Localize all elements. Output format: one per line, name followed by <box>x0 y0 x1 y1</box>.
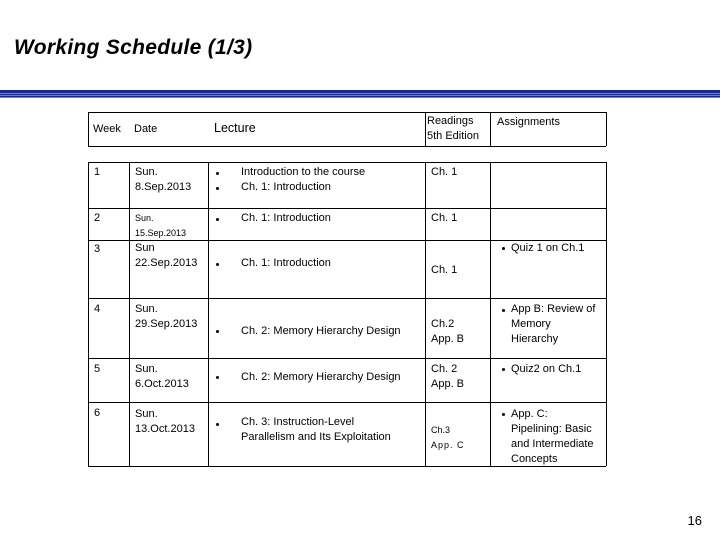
table-row-6-lecture-2: Parallelism and Its Exploitation <box>241 431 391 443</box>
table-row-1-week: 1 <box>94 166 101 178</box>
row-4-top <box>88 298 606 299</box>
table-row-5-readings-line2: App. B <box>431 378 465 390</box>
bullet-icon <box>216 376 219 379</box>
col-line-1 <box>129 162 130 466</box>
header-assignments: Assignments <box>497 116 560 128</box>
table-row-5-lecture-1: Ch. 2: Memory Hierarchy Design <box>241 371 401 383</box>
table-row-2-readings: Ch. 1 <box>431 212 458 224</box>
table-row-3-date-line2: 22.Sep.2013 <box>135 257 198 269</box>
slide-title: Working Schedule (1/3) <box>14 36 253 59</box>
title-underline-top <box>0 90 720 93</box>
header-lecture: Lecture <box>214 121 256 135</box>
table-row-2-date-line1: Sun. <box>135 213 154 223</box>
table-row-2-week: 2 <box>94 212 101 224</box>
header-date: Date <box>134 123 158 135</box>
bullet-icon <box>216 172 219 175</box>
col-line-4 <box>490 162 491 466</box>
table-row-6-assignment-2: Pipelining: Basic <box>511 423 592 435</box>
header-top-left <box>88 112 425 113</box>
table-row-4-week: 4 <box>94 303 101 315</box>
bullet-icon <box>216 263 219 266</box>
table-row-6-assignment-4: Concepts <box>511 453 558 465</box>
bullet-icon <box>502 368 505 371</box>
page-number: 16 <box>687 513 702 528</box>
table-row-3-assignment-1: Quiz 1 on Ch.1 <box>511 242 585 254</box>
header-readings-line2: 5th Edition <box>427 130 479 142</box>
table-row-2-lecture-1: Ch. 1: Introduction <box>241 212 331 224</box>
bullet-icon <box>216 330 219 333</box>
table-row-6-lecture-1: Ch. 3: Instruction-Level <box>241 416 355 428</box>
bullet-icon <box>216 423 219 426</box>
col-line-3 <box>425 162 426 466</box>
table-row-4-assignment-1: App B: Review of <box>511 303 596 315</box>
bullet-icon <box>502 309 505 312</box>
table-row-1-readings: Ch. 1 <box>431 166 458 178</box>
header-bottom <box>88 146 606 147</box>
table-row-1-date-line1: Sun. <box>135 166 158 178</box>
row-6-top <box>88 402 606 403</box>
header-top-right <box>425 112 606 113</box>
table-row-3-readings: Ch. 1 <box>431 264 458 276</box>
header-read-edge <box>490 112 491 146</box>
header-mid-edge <box>425 112 426 146</box>
bullet-icon <box>502 247 505 250</box>
table-row-2-date-line2: 15.Sep.2013 <box>135 228 187 238</box>
table-row-1-lecture-2: Ch. 1: Introduction <box>241 181 331 193</box>
header-readings-line1: Readings <box>427 115 474 127</box>
table-row-4-lecture-1: Ch. 2: Memory Hierarchy Design <box>241 325 401 337</box>
table-row-5-week: 5 <box>94 363 101 375</box>
table-row-3-week: 3 <box>94 243 101 255</box>
table-row-1-date-line2: 8.Sep.2013 <box>135 181 192 193</box>
table-row-4-assignment-3: Hierarchy <box>511 333 559 345</box>
col-line-2 <box>208 162 209 466</box>
table-row-4-assignment-2: Memory <box>511 318 551 330</box>
col-line-5 <box>606 162 607 466</box>
row-1-top <box>88 162 606 163</box>
table-row-6-assignment-3: and Intermediate <box>511 438 594 450</box>
table-row-6-date-line1: Sun. <box>135 408 158 420</box>
bullet-icon <box>216 218 219 221</box>
table-row-1-lecture-1: Introduction to the course <box>241 166 366 178</box>
bullet-icon <box>216 187 219 190</box>
table-row-4-readings-line1: Ch.2 <box>431 318 455 330</box>
table-row-3-date-line1: Sun <box>135 242 155 254</box>
table-row-3-lecture-1: Ch. 1: Introduction <box>241 257 331 269</box>
table-row-5-readings-line1: Ch. 2 <box>431 363 458 375</box>
col-line-0 <box>88 162 89 466</box>
table-row-4-date-line1: Sun. <box>135 303 158 315</box>
table-row-5-date-line2: 6.Oct.2013 <box>135 378 189 390</box>
table-row-5-assignment-1: Quiz2 on Ch.1 <box>511 363 582 375</box>
table-row-4-date-line2: 29.Sep.2013 <box>135 318 198 330</box>
table-row-6-date-line2: 13.Oct.2013 <box>135 423 195 435</box>
table-row-6-readings-line1: Ch.3 <box>431 425 451 435</box>
table-row-6-readings-line2: App. C <box>431 440 465 450</box>
header-left-edge <box>88 112 89 146</box>
bullet-icon <box>502 413 505 416</box>
row-2-top <box>88 208 606 209</box>
table-row-4-readings-line2: App. B <box>431 333 465 345</box>
header-week: Week <box>93 123 121 135</box>
row-5-top <box>88 358 606 359</box>
header-right-edge <box>606 112 607 146</box>
table-row-5-date-line1: Sun. <box>135 363 158 375</box>
table-row-6-assignment-1: App. C: <box>511 408 548 420</box>
table-row-6-week: 6 <box>94 407 101 419</box>
